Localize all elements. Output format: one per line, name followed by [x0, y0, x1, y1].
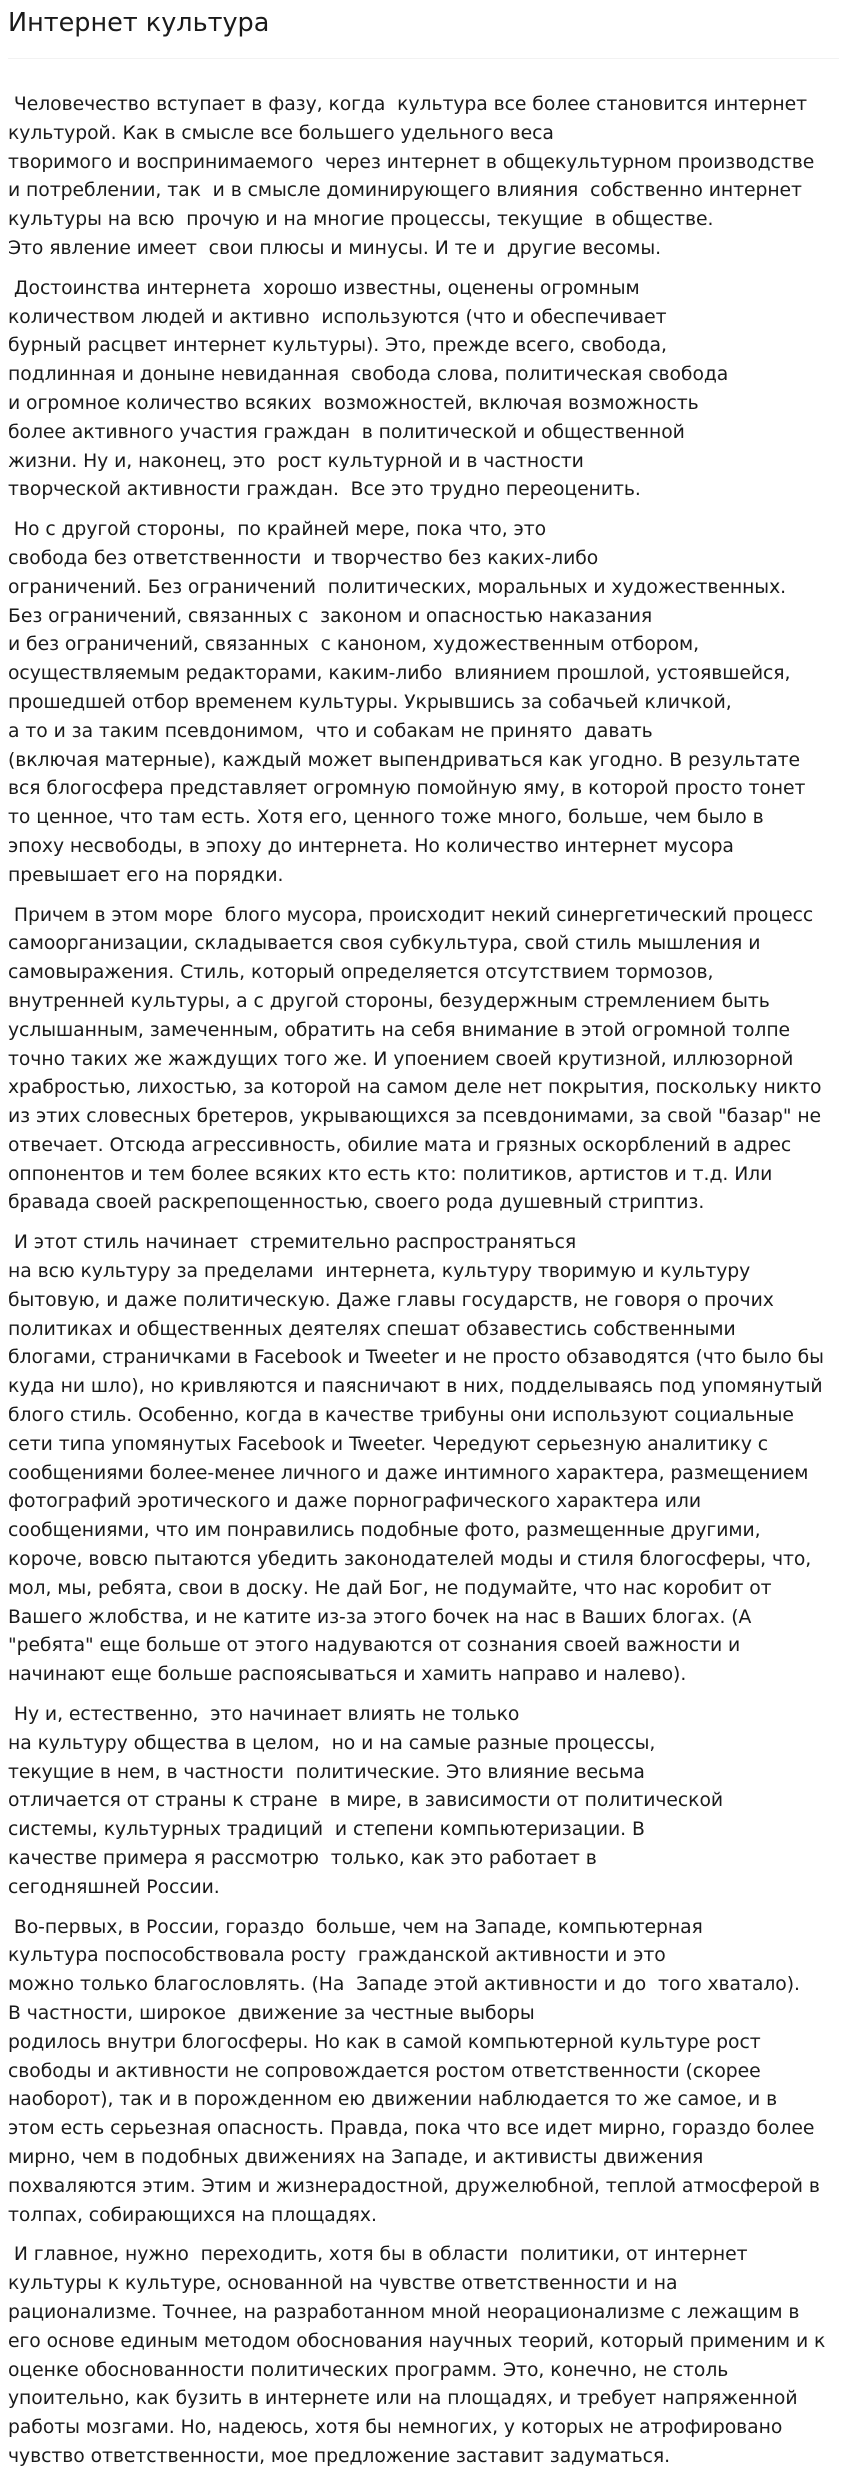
paragraph-line: услышанным, замеченным, обратить на себя внимание в этой огромной толпе [8, 1019, 791, 1041]
paragraph-line: Без ограничений, связанных с законом и опасностью наказания [8, 605, 653, 627]
paragraph-line: оппонентов и тем более всяких кто есть кто: политиков, артистов и т.д. Или [8, 1163, 773, 1185]
paragraph-line: текущие в нем, в частности политические. Это влияние весьма [8, 1761, 645, 1783]
paragraph-line: прошедшей отбор временем культуры. Укрывшись за собачьей кличкой, [8, 691, 732, 713]
paragraph-line: Ну и, естественно, это начинает влиять не только [8, 1704, 520, 1726]
paragraph-line: сети типа упомянутых Facebook и Tweeter. Чередуют серьезную аналитику с [8, 1433, 769, 1455]
paragraph-line: чувство ответственности, мое предложение заставит задуматься. [8, 2445, 671, 2467]
paragraph-line: бурный расцвет интернет культуры). Это, прежде всего, свобода, [8, 335, 667, 357]
paragraph-line: В частности, широкое движение за честные выборы [8, 2003, 535, 2024]
title-divider [8, 58, 839, 59]
paragraph-line: Вашего жлобства, и не катите из-за этого бочек на нас в Ваших блогах. (А [8, 1606, 752, 1628]
paragraph-line: и огромное количество всяких возможностей, включая возможность [8, 392, 699, 414]
paragraph-line: Причем в этом море блого мусора, происходит некий синергетический процесс [8, 904, 814, 926]
paragraph-line: сообщениями более-менее личного и даже интимного характера, размещением [8, 1462, 809, 1484]
article-paragraph [8, 902, 839, 1219]
paragraph-line: подлинная и доныне невиданная свобода слова, политическая свобода [8, 364, 729, 386]
paragraph-line: мирно, чем в подобных движениях на Западе, и активисты движения [8, 2146, 704, 2168]
paragraph-line: Но с другой стороны, по крайней мере, пока что, это [8, 519, 547, 541]
paragraph-line: культуры к культуре, основанной на чувстве ответственности и на [8, 2273, 678, 2295]
paragraph-line: бытовую, и даже политическую. Даже главы государств, не говоря о прочих [8, 1289, 774, 1311]
paragraph-line: вся блогосфера представляет огромную помойную яму, в которой просто тонет [8, 778, 806, 800]
paragraph-line: рационализме. Точнее, на разработанном мной неорационализме с лежащим в [8, 2301, 800, 2323]
paragraph-line: толпах, собирающихся на площадях. [8, 2204, 377, 2226]
paragraph-line: эпоху несвободы, в эпоху до интернета. Но количество интернет мусора [8, 835, 734, 857]
paragraph-line: ограничений. Без ограничений политических, моральных и художественных. [8, 576, 787, 598]
paragraph-line: внутренней культуры, а с другой стороны, безудержным стремлением быть [8, 990, 770, 1012]
paragraph-line: блогами, страничками в Facebook и Tweeter и не просто обзаводятся (что было бы [8, 1347, 824, 1369]
paragraph-line: свободы и активности не сопровождается ростом ответственности (скорее [8, 2060, 761, 2082]
article-paragraph [8, 91, 839, 264]
paragraph-line: из этих словесных бретеров, укрывающихся за псевдонимами, за свой "базар" не [8, 1106, 822, 1128]
paragraph-line: сообщениями, что им понравились подобные фото, размещенные другими, [8, 1520, 761, 1542]
paragraph-line: этом есть серьезная опасность. Правда, пока что все идет мирно, гораздо более [8, 2118, 815, 2140]
paragraph-line: количеством людей и активно используются (что и обеспечивает [8, 306, 667, 328]
paragraph-line: культуры на всю прочую и на многие процессы, текущие в обществе. [8, 209, 714, 231]
paragraph-line: на всю культуру за пределами интернета, культуру творимую и культуру [8, 1261, 751, 1283]
article-body [8, 91, 839, 2472]
paragraph-line: куда ни шло), но кривляются и паясничают в них, подделываясь под упомянутый [8, 1376, 823, 1398]
paragraph-line: родилось внутри блогосферы. Но как в самой компьютерной культуре рост [8, 2031, 761, 2053]
paragraph-line: Это явление имеет свои плюсы и минусы. И те и другие весомы. [8, 237, 662, 259]
paragraph-line: качестве примера я рассмотрю только, как это работает в [8, 1848, 597, 1870]
article-paragraph [8, 1229, 839, 1690]
paragraph-line: самоорганизации, складывается своя субкультура, свой стиль мышления и [8, 933, 761, 955]
article-paragraph [8, 1701, 839, 1903]
article-title: Интернет культура [8, 8, 270, 38]
paragraph-line: Во-первых, в России, гораздо больше, чем на Западе, компьютерная [8, 1916, 703, 1938]
paragraph-line: его основе единым методом обоснования научных теорий, который применим и к [8, 2330, 826, 2352]
paragraph-line: И главное, нужно переходить, хотя бы в области политики, от интернет [8, 2244, 748, 2266]
paragraph-line: И этот стиль начинает стремительно распространяться [8, 1232, 577, 1254]
paragraph-line: и без ограничений, связанных с каноном, художественным отбором, [8, 634, 700, 656]
paragraph-line: начинают еще больше распоясываться и хамить направо и налево). [8, 1664, 687, 1686]
paragraph-line: короче, вовсю пытаются убедить законодателей моды и стиля блогосферы, что, [8, 1549, 812, 1571]
paragraph-line: творческой активности граждан. Все это трудно переоценить. [8, 479, 641, 501]
paragraph-line: то ценное, что там есть. Хотя его, ценного тоже много, больше, чем было в [8, 807, 764, 829]
paragraph-line: сегодняшней России. [8, 1876, 220, 1898]
paragraph-line: и потреблении, так и в смысле доминирующего влияния собственно интернет [8, 180, 802, 202]
paragraph-line: бравада своей раскрепощенностью, своего рода душевный стриптиз. [8, 1192, 705, 1214]
paragraph-line: Человечество вступает в фазу, когда культура все более становится интернет [8, 94, 807, 115]
paragraph-line: Достоинства интернета хорошо известны, оценены огромным [8, 277, 640, 299]
paragraph-line: превышает его на порядки. [8, 864, 284, 886]
paragraph-line: свобода без ответственности и творчество без каких-либо [8, 547, 599, 569]
paragraph-line: самовыражения. Стиль, который определяется отсутствием тормозов, [8, 962, 714, 984]
paragraph-line: можно только благословлять. (На Западе этой активности и до того хватало). [8, 1974, 800, 1996]
article-paragraph [8, 2241, 839, 2471]
paragraph-line: более активного участия граждан в политической и общественной [8, 421, 685, 443]
paragraph-line: на культуру общества в целом, но и на самые разные процессы, [8, 1732, 656, 1754]
article-paragraph [8, 1914, 839, 2231]
paragraph-line: работы мозгами. Но, надеюсь, хотя бы немногих, у которых не атрофировано [8, 2417, 783, 2439]
paragraph-line: а то и за таким псевдонимом, что и собакам не принято давать [8, 720, 653, 742]
paragraph-line: отвечает. Отсюда агрессивность, обилие мата и грязных оскорблений в адрес [8, 1134, 792, 1156]
article-paragraph [8, 275, 839, 505]
paragraph-line: отличается от страны к стране в мире, в зависимости от политической [8, 1790, 724, 1812]
paragraph-line: упоительно, как бузить в интернете или на площадях, и требует напряженной [8, 2388, 798, 2410]
paragraph-line: мол, мы, ребята, свои в доску. Не дай Бог, не подумайте, что нас коробит от [8, 1577, 772, 1599]
paragraph-line: блого стиль. Особенно, когда в качестве трибуны они используют социальные [8, 1405, 794, 1427]
paragraph-line: осуществляемым редакторами, каким-либо влиянием прошлой, устоявшейся, [8, 663, 791, 685]
paragraph-line: оценке обоснованности политических программ. Это, конечно, не столь [8, 2359, 729, 2381]
article-paragraph [8, 516, 839, 890]
paragraph-line: похваляются этим. Этим и жизнерадостной, дружелюбной, теплой атмосферой в [8, 2175, 820, 2197]
paragraph-line: системы, культурных традиций и степени компьютеризации. В [8, 1819, 645, 1841]
paragraph-line: культура поспособствовала росту гражданской активности и это [8, 1945, 666, 1967]
paragraph-line: культурой. Как в смысле все большего удельного веса [8, 122, 554, 144]
paragraph-line: творимого и воспринимаемого через интернет в общекультурном производстве [8, 151, 815, 173]
paragraph-line: точно таких же жаждущих того же. И упоением своей крутизной, иллюзорной [8, 1048, 794, 1070]
paragraph-line: фотографий эротического и даже порнографического характера или [8, 1491, 701, 1513]
paragraph-line: "ребята" еще больше от этого надуваются от сознания своей важности и [8, 1635, 741, 1657]
paragraph-line: жизни. Ну и, наконец, это рост культурной и в частности [8, 450, 584, 472]
paragraph-line: храбростью, лихостью, за которой на самом деле нет покрытия, поскольку никто [8, 1077, 822, 1099]
paragraph-line: наоборот), так и в порожденном ею движении наблюдается то же самое, и в [8, 2089, 778, 2111]
paragraph-line: (включая матерные), каждый может выпендриваться как угодно. В результате [8, 749, 801, 771]
paragraph-line: политиках и общественных деятелях спешат обзавестись собственными [8, 1318, 736, 1340]
